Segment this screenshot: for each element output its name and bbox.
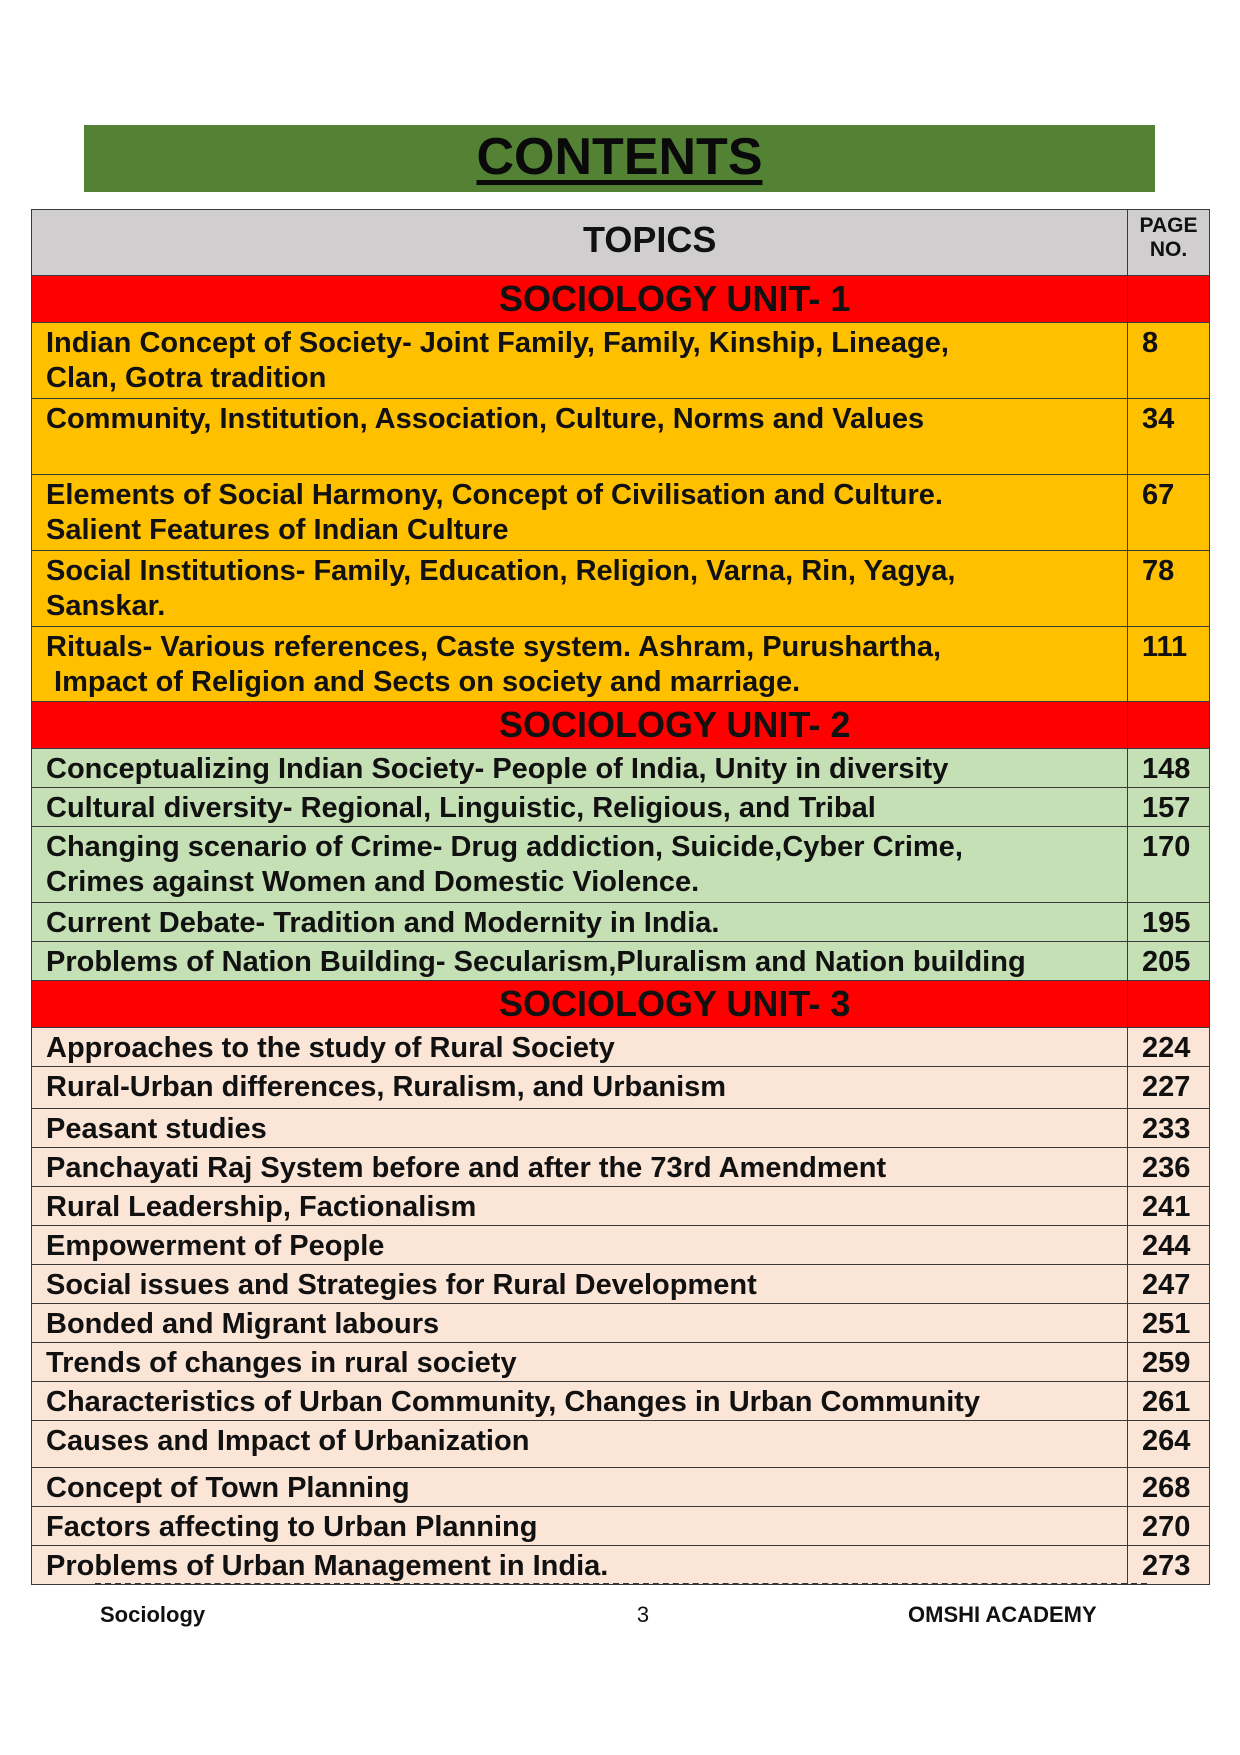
page-number: 273 [1128,1546,1210,1585]
unit-page-cell [1128,981,1210,1028]
page-header-line2: NO. [1149,238,1188,261]
toc-row [32,942,1210,981]
topic-line: Panchayati Raj System before and after the 73rd Amendment [46,1152,887,1184]
unit-header-row [32,702,1210,749]
topic-cell [32,627,1128,702]
topic-cell [32,1507,1128,1546]
topic-line: Approaches to the study of Rural Society [46,1032,615,1064]
unit-label: SOCIOLOGY UNIT- 1 [32,276,1128,323]
topic-line: Empowerment of People [46,1230,385,1262]
toc-row [32,1187,1210,1226]
topic-cell [32,1382,1128,1421]
topic-cell [32,1421,1128,1468]
toc-row [32,1226,1210,1265]
topic-cell [32,1109,1128,1148]
toc-row [32,1468,1210,1507]
topic-cell [32,551,1128,627]
topic-line: Rituals- Various references, Caste system. Ashram, Purushartha, [46,631,942,663]
topic-cell [32,1265,1128,1304]
toc-row [32,1028,1210,1067]
toc-row [32,551,1210,627]
toc-row [32,827,1210,903]
toc-row [32,1265,1210,1304]
topic-line: Causes and Impact of Urbanization [46,1425,530,1457]
topic-line: Sanskar. [46,590,166,622]
topic-cell [32,399,1128,475]
toc-row [32,323,1210,399]
toc-row [32,1507,1210,1546]
topic-line: Trends of changes in rural society [46,1347,517,1379]
unit-label: SOCIOLOGY UNIT- 3 [32,981,1128,1028]
page-number: 170 [1128,827,1210,903]
topic-line: Salient Features of Indian Culture [46,514,509,546]
topic-line: Problems of Nation Building- Secularism,Pluralism and Nation building [46,946,1026,978]
page-number: 244 [1128,1226,1210,1265]
toc-row [32,1304,1210,1343]
topic-cell [32,475,1128,551]
page-number: 78 [1128,551,1210,627]
contents-table [31,209,1210,1585]
toc-row [32,1067,1210,1109]
table-header-row [32,210,1210,276]
page-number: 67 [1128,475,1210,551]
page-number: 241 [1128,1187,1210,1226]
topic-cell [32,1187,1128,1226]
topic-line: Problems of Urban Management in India. [46,1550,609,1582]
topic-line: Changing scenario of Crime- Drug addiction, Suicide,Cyber Crime, [46,831,963,863]
topic-cell [32,749,1128,788]
toc-row [32,1421,1210,1468]
page-no-header [1128,210,1210,276]
topic-line: Conceptualizing Indian Society- People of India, Unity in diversity [46,753,949,785]
toc-row [32,749,1210,788]
topic-line: Current Debate- Tradition and Modernity in India. [46,907,720,939]
topics-header: TOPICS [32,210,1128,276]
footer-subject: Sociology [100,1602,206,1627]
page-header-line1: PAGE [1139,214,1198,237]
page-number: 247 [1128,1265,1210,1304]
toc-row [32,1148,1210,1187]
topic-cell [32,788,1128,827]
topic-cell [32,1304,1128,1343]
topic-line: Factors affecting to Urban Planning [46,1511,538,1543]
toc-row [32,903,1210,942]
page-number: 259 [1128,1343,1210,1382]
page-title: CONTENTS [476,128,763,186]
topic-line: Rural Leadership, Factionalism [46,1191,477,1223]
page-number: 236 [1128,1148,1210,1187]
contents-banner [84,125,1155,192]
toc-row [32,627,1210,702]
topic-line [46,437,1127,470]
topic-line: Characteristics of Urban Community, Changes in Urban Community [46,1386,981,1418]
unit-label: SOCIOLOGY UNIT- 2 [32,702,1128,749]
topic-cell [32,1546,1128,1585]
toc-row [32,1546,1210,1585]
unit-header-row [32,981,1210,1028]
page-number: 268 [1128,1468,1210,1507]
topic-line: Crimes against Women and Domestic Violence. [46,866,700,898]
toc-row [32,1343,1210,1382]
page-number: 270 [1128,1507,1210,1546]
topic-line: Clan, Gotra tradition [46,362,327,394]
page-number: 264 [1128,1421,1210,1468]
toc-row [32,399,1210,475]
topic-line: Concept of Town Planning [46,1472,410,1504]
topic-line: Social Institutions- Family, Education, Religion, Varna, Rin, Yagya, [46,555,956,587]
topic-cell [32,1226,1128,1265]
page-number: 227 [1128,1067,1210,1109]
topic-cell [32,1067,1128,1109]
topic-cell [32,323,1128,399]
page-number: 233 [1128,1109,1210,1148]
topic-cell [32,903,1128,942]
topic-line: Cultural diversity- Regional, Linguistic, Religious, and Tribal [46,792,876,824]
unit-page-cell [1128,276,1210,323]
topic-line: Impact of Religion and Sects on society and marriage. [46,666,801,698]
topic-cell [32,1148,1128,1187]
topic-line: Elements of Social Harmony, Concept of Civilisation and Culture. [46,479,943,511]
topic-line: Social issues and Strategies for Rural Development [46,1269,757,1301]
topic-cell [32,1343,1128,1382]
page-number: 111 [1128,627,1210,702]
topic-line: Community, Institution, Association, Culture, Norms and Values [46,403,925,435]
page-number: 251 [1128,1304,1210,1343]
footer-publisher: OMSHI ACADEMY [908,1602,1097,1627]
page-number: 157 [1128,788,1210,827]
footer-page-number: 3 [636,1602,650,1627]
page-number: 261 [1128,1382,1210,1421]
topic-line: Rural-Urban differences, Ruralism, and Urbanism [46,1071,727,1103]
toc-row [32,1382,1210,1421]
toc-row [32,1109,1210,1148]
toc-row [32,788,1210,827]
page-number: 148 [1128,749,1210,788]
topic-line: Indian Concept of Society- Joint Family, Family, Kinship, Lineage, [46,327,949,359]
topic-cell [32,942,1128,981]
topic-line: Bonded and Migrant labours [46,1308,440,1340]
page-number: 34 [1128,399,1210,475]
page-number: 205 [1128,942,1210,981]
page-number: 195 [1128,903,1210,942]
topic-line: Peasant studies [46,1113,267,1145]
toc-row [32,475,1210,551]
unit-header-row [32,276,1210,323]
unit-page-cell [1128,702,1210,749]
topic-cell [32,827,1128,903]
footer-divider [95,1583,1147,1585]
page-number: 224 [1128,1028,1210,1067]
topic-cell [32,1028,1128,1067]
topic-cell [32,1468,1128,1507]
page-number: 8 [1128,323,1210,399]
